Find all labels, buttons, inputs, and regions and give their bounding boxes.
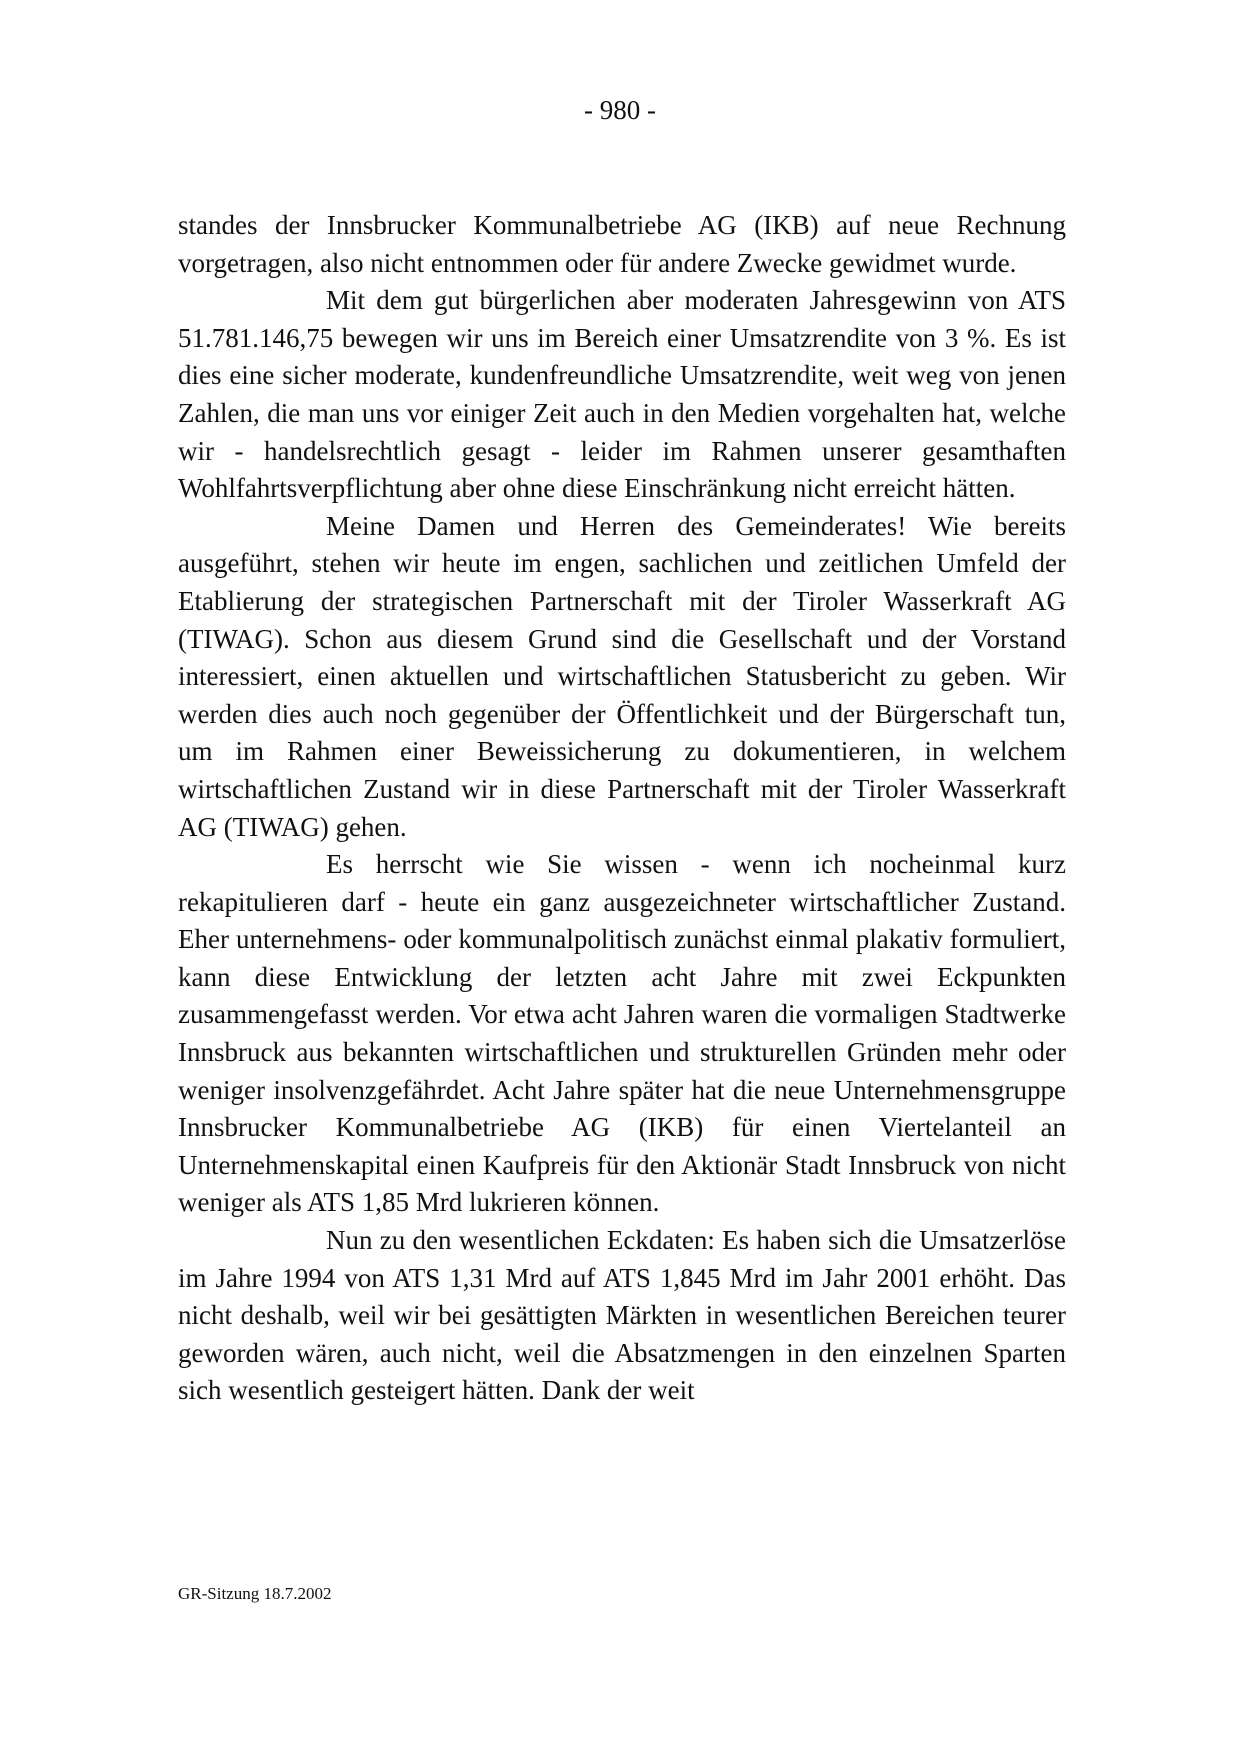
paragraph-jahresgewinn: Mit dem gut bürgerlichen aber moderaten Jahresgewinn von ATS 51.781.146,75 bewegen wir uns im Bereich einer Umsatzrendite von 3 %. Es ist dies eine sicher moderate, kundenfreundliche Umsatzrendite, weit weg von jenen Zahlen, die man uns vor einiger Zeit auch in den Medien vorgehalten hat, welche wir - handelsrechtlich gesagt - leider im Rahmen unserer gesamthaften Wohlfahrtsverpflichtung aber ohne diese Einschränkung nicht erreicht hätten. [178,285,1066,504]
footer-session-date: GR-Sitzung 18.7.2002 [178,1584,332,1603]
document-body [178,207,1066,1410]
paragraph-partnerschaft: Meine Damen und Herren des Gemeinderates! Wie bereits ausgeführt, stehen wir heute im engen, sachlichen und zeitlichen Umfeld der Etablierung der strategischen Partnerschaft mit der Tiroler Wasserkraft AG (TIWAG). Schon aus diesem Grund sind die Gesellschaft und der Vorstand interessiert, einen aktuellen und wirtschaftlichen Statusbericht zu geben. Wir werden dies auch noch gegenüber der Öffentlichkeit und der Bürgerschaft tun, um im Rahmen einer Beweissicherung zu dokumentieren, in welchem wirtschaftlichen Zustand wir in diese Partnerschaft mit der Tiroler Wasserkraft AG (TIWAG) gehen. [178,510,1066,842]
paragraph-wirtschaftlicher-zustand: Es herrscht wie Sie wissen - wenn ich nocheinmal kurz rekapitulieren darf - heute ein ganz ausgezeichneter wirtschaftlicher Zustand. Eher unternehmens- oder kommunalpolitisch zunächst einmal plakativ formuliert, kann diese Entwicklung der letzten acht Jahre mit zwei Eckpunkten zusammengefasst werden. Vor etwa acht Jahren waren die vormaligen Stadtwerke Innsbruck aus bekannten wirtschaftlichen und strukturellen Gründen mehr oder weniger insolvenzgefährdet. Acht Jahre später hat die neue Unternehmensgruppe Innsbrucker Kommunalbetriebe AG (IKB) für einen Viertelanteil an Unternehmenskapital einen Kaufpreis für den Aktionär Stadt Innsbruck von nicht weniger als ATS 1,85 Mrd lukrieren können. [178,849,1066,1218]
page-number: - 980 - [584,95,656,125]
paragraph-continuation: standes der Innsbrucker Kommunalbetriebe AG (IKB) auf neue Rechnung vorgetragen, also nicht entnommen oder für andere Zwecke gewidmet wurde. [178,210,1066,278]
paragraph-eckdaten: Nun zu den wesentlichen Eckdaten: Es haben sich die Umsatzerlöse im Jahre 1994 von ATS 1,31 Mrd auf ATS 1,845 Mrd im Jahr 2001 erhöht. Das nicht deshalb, weil wir bei gesättigten Märkten in wesentlichen Bereichen teurer geworden wären, auch nicht, weil die Absatzmengen in den einzelnen Sparten sich wesentlich gesteigert hätten. Dank der weit [178,1225,1066,1406]
